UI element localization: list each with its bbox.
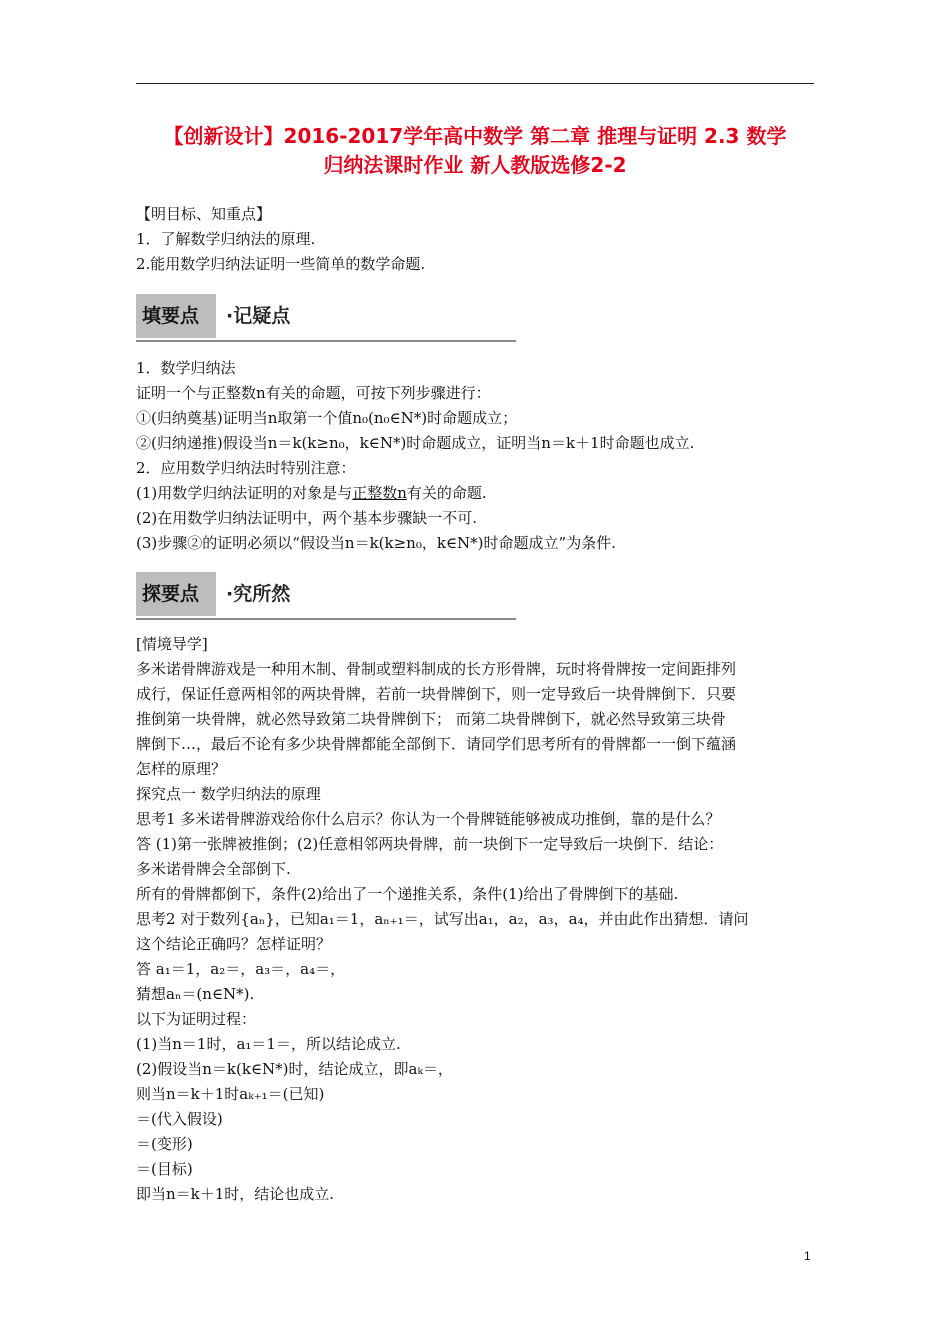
- body-line: (1)当n＝1时，a₁＝1＝，所以结论成立.: [136, 1035, 401, 1053]
- objectives-heading: 【明目标、知重点】: [136, 205, 272, 223]
- title-line-2: 归纳法课时作业 新人教版选修2-2: [323, 153, 627, 177]
- body-line: ＝(目标): [136, 1160, 193, 1178]
- section-sublabel: ·记疑点: [226, 305, 291, 327]
- body-line: 答 (1)第一张牌被推倒；(2)任意相邻两块骨牌，前一块倒下一定导致后一块倒下．结论：: [136, 835, 724, 853]
- body-line-with-underline: [136, 481, 816, 506]
- body-line: ＝(代入假设): [136, 1110, 223, 1128]
- objective-item: 2.能用数学归纳法证明一些简单的数学命题.: [136, 255, 426, 273]
- body-line: 则当n＝k＋1时aₖ₊₁＝(已知): [136, 1085, 325, 1103]
- body-line: ＝(变形): [136, 1135, 193, 1153]
- body-line: 答 a₁＝1，a₂＝，a₃＝，a₄＝，: [136, 960, 346, 978]
- body-line: 成行，保证任意两相邻的两块骨牌，若前一块骨牌倒下，则一定导致后一块骨牌倒下．只要: [136, 685, 737, 703]
- body-line: (2)假设当n＝k(k∈N*)时，结论成立，即aₖ＝，: [136, 1060, 453, 1078]
- objectives-block: [136, 202, 816, 277]
- body-line: ②(归纳递推)假设当n＝k(k≥n₀，k∈N*)时命题成立，证明当n＝k＋1时命题也成立.: [136, 434, 695, 452]
- objective-item: 1．了解数学归纳法的原理.: [136, 230, 316, 248]
- section-label-box: [136, 294, 216, 338]
- body-line: 2．应用数学归纳法时特别注意：: [136, 459, 356, 477]
- section2-body: [136, 632, 816, 1207]
- section-header-fill-points: [136, 294, 516, 342]
- title-line-1: 【创新设计】2016-2017学年高中数学 第二章 推理与证明 2.3 数学: [163, 124, 787, 148]
- body-line: 所有的骨牌都倒下，条件(2)给出了一个递推关系，条件(1)给出了骨牌倒下的基础.: [136, 885, 679, 903]
- top-rule: [136, 83, 814, 84]
- section-label-box: [136, 572, 216, 616]
- body-line: 推倒第一块骨牌，就必然导致第二块骨牌倒下； 而第二块骨牌倒下，就必然导致第三块骨: [136, 710, 726, 728]
- body-line: (3)步骤②的证明必须以“假设当n＝k(k≥n₀，k∈N*)时命题成立”为条件.: [136, 534, 616, 552]
- body-line: 这个结论正确吗？怎样证明？: [136, 935, 332, 953]
- body-line: 怎样的原理？: [136, 760, 227, 778]
- body-line: 证明一个与正整数n有关的命题，可按下列步骤进行：: [136, 384, 491, 402]
- body-line: [情境导学]: [136, 635, 208, 653]
- body-text: 有关的命题.: [406, 484, 487, 502]
- body-line: (2)在用数学归纳法证明中，两个基本步骤缺一不可.: [136, 509, 478, 527]
- body-line: 牌倒下…，最后不论有多少块骨牌都能全部倒下．请同学们思考所有的骨牌都一一倒下蕴涵: [136, 735, 737, 753]
- body-line: 思考1 多米诺骨牌游戏给你什么启示？你认为一个骨牌链能够被成功推倒，靠的是什么？: [136, 810, 721, 828]
- underlined-term: 正整数n: [352, 484, 407, 502]
- body-line: 探究点一 数学归纳法的原理: [136, 785, 321, 803]
- section-sublabel: ·究所然: [226, 583, 291, 605]
- section-label: 填要点: [142, 305, 200, 327]
- section-header-explore-points: [136, 572, 516, 620]
- body-line: 以下为证明过程：: [136, 1010, 257, 1028]
- section1-body: [136, 356, 816, 556]
- body-line: 多米诺骨牌游戏是一种用木制、骨制或塑料制成的长方形骨牌，玩时将骨牌按一定间距排列: [136, 660, 737, 678]
- body-line: ①(归纳奠基)证明当n取第一个值n₀(n₀∈N*)时命题成立；: [136, 409, 518, 427]
- body-line: 猜想aₙ＝(n∈N*).: [136, 985, 255, 1003]
- page-number: 1: [804, 1249, 811, 1263]
- body-line: 即当n＝k＋1时，结论也成立.: [136, 1185, 335, 1203]
- body-line: 1．数学归纳法: [136, 359, 236, 377]
- body-line: 多米诺骨牌会全部倒下.: [136, 860, 291, 878]
- body-text: (1)用数学归纳法证明的对象是与: [136, 484, 353, 502]
- section-label: 探要点: [142, 583, 200, 605]
- body-line: 思考2 对于数列{aₙ}，已知a₁＝1，aₙ₊₁＝，试写出a₁，a₂，a₃，a₄，并由此作出猜想．请问: [136, 910, 749, 928]
- document-title: [136, 122, 814, 180]
